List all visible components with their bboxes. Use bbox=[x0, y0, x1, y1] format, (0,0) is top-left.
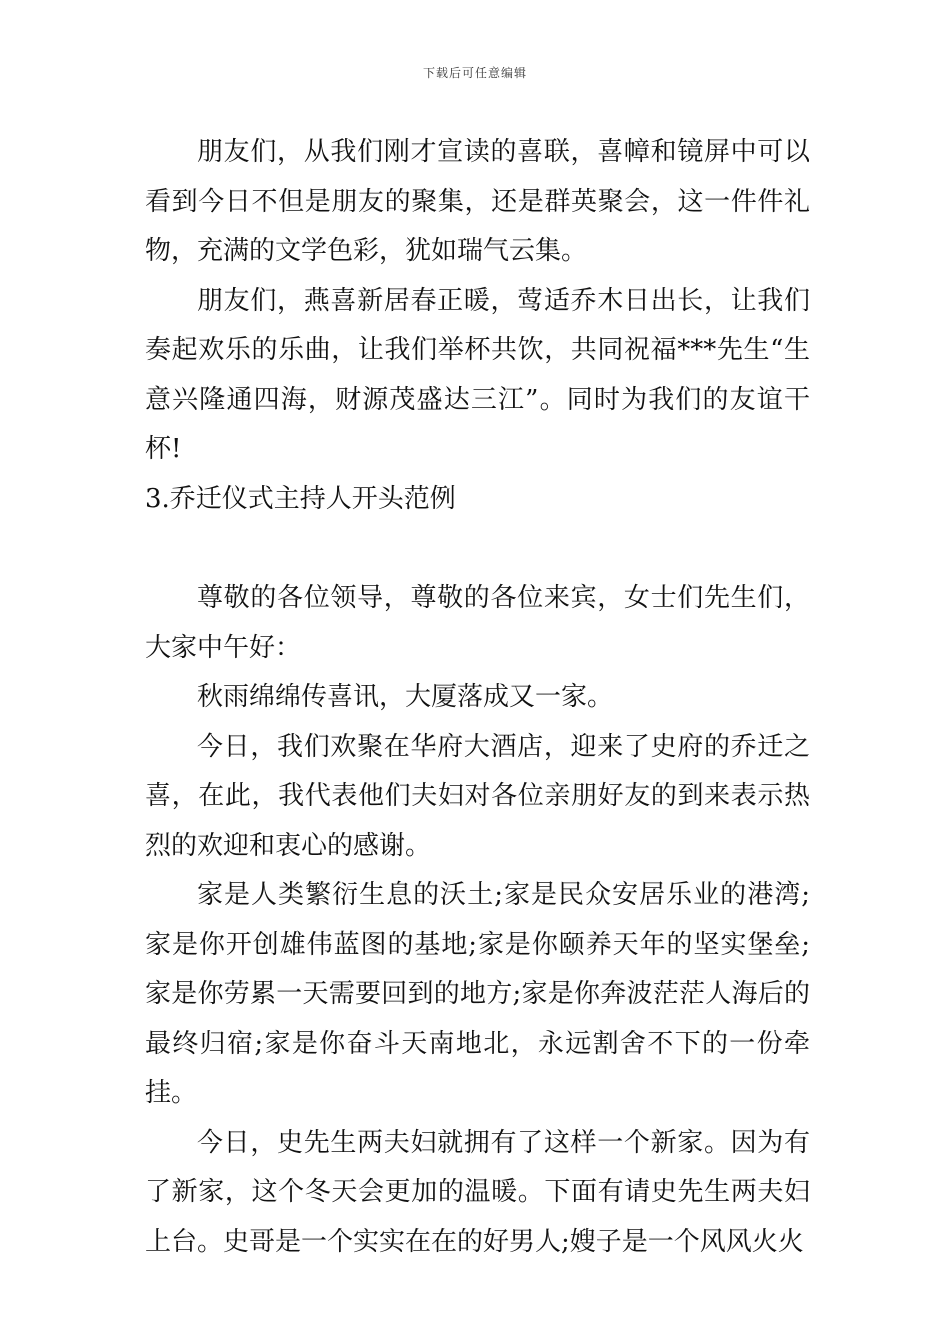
document-body bbox=[145, 128, 810, 1267]
paragraph-7: 今日，史先生两夫妇就拥有了这样一个新家。因为有了新家，这个冬天会更加的温暖。下面有请史先生两夫妇上台。史哥是一个实实在在的好男人;嫂子是一个风风火火 bbox=[145, 1127, 810, 1257]
section-heading: 3.乔迁仪式主持人开头范例 bbox=[145, 483, 456, 514]
blank-line bbox=[145, 524, 810, 574]
paragraph-2: 朋友们，燕喜新居春正暖，莺适乔木日出长，让我们奏起欢乐的乐曲，让我们举杯共饮，共同祝福***先生“生意兴隆通四海，财源茂盛达三江”。同时为我们的友谊干杯! bbox=[145, 285, 810, 464]
paragraph-6: 家是人类繁衍生息的沃土;家是民众安居乐业的港湾;家是你开创雄伟蓝图的基地;家是你颐养天年的坚实堡垒;家是你劳累一天需要回到的地方;家是你奔波茫茫人海后的最终归宿;家是你奋斗天南地北，永远割舍不下的一份牵挂。 bbox=[145, 880, 810, 1108]
paragraph-1: 朋友们，从我们刚才宣读的喜联，喜幛和镜屏中可以看到今日不但是朋友的聚集，还是群英聚会，这一件件礼物，充满的文学色彩，犹如瑞气云集。 bbox=[145, 137, 810, 266]
paragraph-3: 尊敬的各位领导，尊敬的各位来宾，女士们先生们，大家中午好： bbox=[145, 583, 810, 663]
paragraph-4: 秋雨绵绵传喜讯，大厦落成又一家。 bbox=[197, 682, 614, 712]
header-note: 下载后可任意编辑 bbox=[422, 66, 527, 80]
paragraph-5: 今日，我们欢聚在华府大酒店，迎来了史府的乔迁之喜，在此，我代表他们夫妇对各位亲朋好友的到来表示热烈的欢迎和衷心的感谢。 bbox=[145, 731, 810, 861]
